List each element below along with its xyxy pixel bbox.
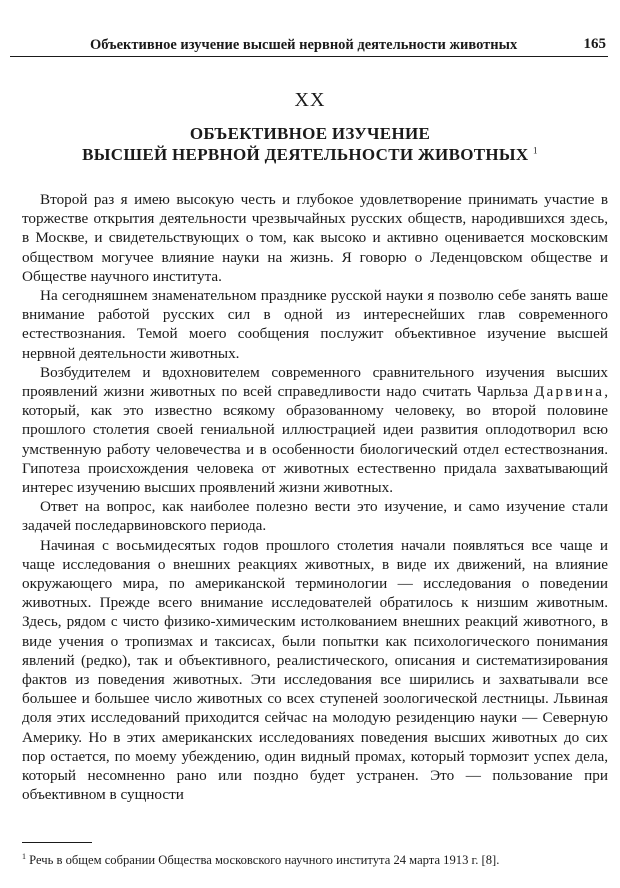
- paragraph-5: Начиная с восьмидесятых годов прошлого столетия начали появляться все чаще и чаще исследования о внешних реакциях животных, в виде их движений, на влияние окружающего мира, по американской терминологии — исследования о поведении животных. Прежде всего внимание исследователей обратилось к низшим животным. Здесь, рядом с чисто физико-химическим истолкованием внешних реакций животного, в виде учения о тропизмах и таксисах, были попытки как психологического понимания явлений (редко), так и объективного, реалистического, описания и систематизирования фактов из поведения животных. Эти исследования все ширились и захватывали все большее и большее число животных со всех ступеней зоологической лестницы. Львиная доля этих исследований приходится сейчас на молодую резиденцию науки — Северную Америку. Но в этих американских исследованиях поведения высших животных до сих пор остается, по моему убеждению, один видный промах, который тормозит успех дела, который несомненно рано или поздно будет устранен. Это — пользование при объективном в сущности: [22, 536, 608, 804]
- running-header: [10, 34, 608, 57]
- footnote-marker: 1: [22, 852, 26, 861]
- paragraph-3: [22, 363, 608, 497]
- chapter-title-line-2: [0, 145, 620, 165]
- footnote: [22, 849, 608, 869]
- chapter-title-line-1: [0, 124, 620, 144]
- running-title: Объективное изучение высшей нервной деятельности животных: [90, 37, 518, 53]
- title-footnote-marker[interactable]: 1: [533, 145, 538, 156]
- paragraph-3-end: , который, как это известно всякому образованному человеку, во второй половине прошлого столетия своей гениальной иллюстрацией идеи развития оплодотворил всю умственную работу человечества и в особенности биологический отдел естествознания. Гипотеза происхождения человека от животных естественно придала захватывающий интерес изучению высших проявлений жизни животных.: [22, 383, 608, 497]
- paragraph-3-start: Возбудителем и вдохновителем современного сравнительного изучения высших проявлений жизни животных по всей справедливости надо считать Чарльза: [22, 363, 608, 401]
- page-number: 165: [583, 36, 606, 52]
- body-text: [22, 190, 608, 805]
- chapter-title-text-2: ВЫСШЕЙ НЕРВНОЙ ДЕЯТЕЛЬНОСТИ ЖИВОТНЫХ: [82, 145, 529, 164]
- paragraph-4: Ответ на вопрос, как наиболее полезно вести это изучение, и само изучение стали задачей последарвиновского периода.: [22, 498, 608, 535]
- footnote-text: Речь в общем собрании Общества московского научного института 24 марта 1913 г. [8].: [29, 853, 500, 868]
- paragraph-1: Второй раз я имею высокую честь и глубокое удовлетворение принимать участие в торжестве открытия деятельности чрезвычайных русских обществ, народившихся здесь, в Москве, и свидетельствующих о том, как высоко и активно оценивается московским обществом могучее влияние науки на жизнь. Я говорю о Леденцовском обществе и Обществе научного института.: [22, 191, 608, 285]
- chapter-number: XX: [294, 89, 326, 111]
- footnote-divider: [22, 842, 92, 843]
- chapter-title-text-1: ОБЪЕКТИВНОЕ ИЗУЧЕНИЕ: [189, 124, 431, 143]
- darwin-name: Дарвина: [533, 383, 605, 401]
- paragraph-2: На сегодняшнем знаменательном празднике русской науки я позволю себе занять ваше внимание работой русских сил в одной из интереснейших глав современного естествознания. Темой моего сообщения послужит объективное изучение высшей нервной деятельности животных.: [22, 287, 608, 362]
